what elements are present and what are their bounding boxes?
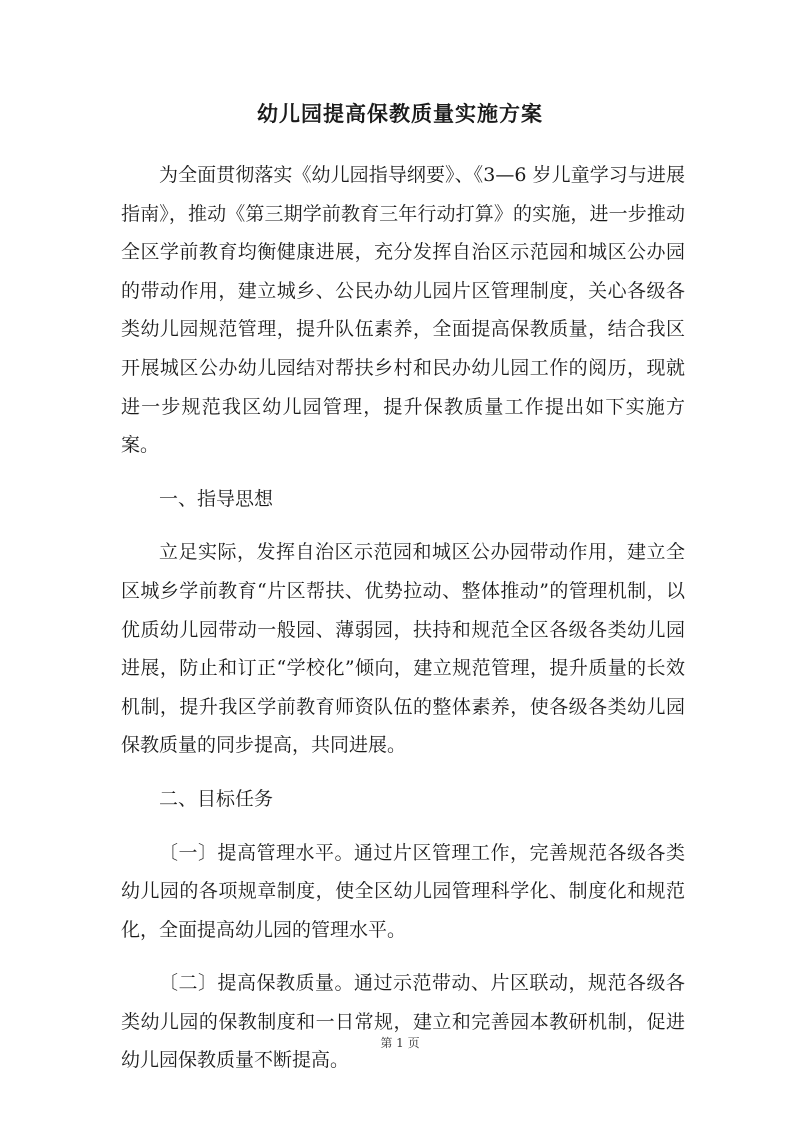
paragraph-goal-quality: 〔二〕提高保教质量。通过示范带动、片区联动，规范各级各类幼儿园的保教制度和一日常规，建立和完善园本教研机制，促进幼儿园保教质量不断提高。 (121, 972, 685, 1072)
section-heading-guiding-thought: 一、指导思想 (159, 487, 274, 510)
document-title: 幼儿园提高保教质量实施方案 (257, 101, 543, 126)
page-number: 第 1 页 (380, 1036, 420, 1050)
section-heading-goals: 二、目标任务 (159, 787, 274, 810)
paragraph-goal-management: 〔一〕提高管理水平。通过片区管理工作，完善规范各级各类幼儿园的各项规章制度，使全区幼儿园管理科学化、制度化和规范化，全面提高幼儿园的管理水平。 (121, 841, 685, 941)
paragraph-intro: 为全面贯彻落实《幼儿园指导纲要》、《3—6 岁儿童学习与进展指南》，推动《第三期学前教育三年行动打算》的实施，进一步推动全区学前教育均衡健康进展，充分发挥自治区示范园和城区公办园的带动作用，建立城乡、公民办幼儿园片区管理制度，关心各级各类幼儿园规范管理，提升队伍素养，全面提高保教质量，结合我区开展城区公办幼儿园结对帮扶乡村和民办幼儿园工作的阅历，现就进一步规范我区幼儿园管理，提升保教质量工作提出如下实施方案。 (121, 164, 685, 457)
paragraph-guiding-thought: 立足实际，发挥自治区示范园和城区公办园带动作用，建立全区城乡学前教育“片区帮扶、优势拉动、整体推动”的管理机制，以优质幼儿园带动一般园、薄弱园，扶持和规范全区各级各类幼儿园进展，防止和订正“学校化”倾向，建立规范管理，提升质量的长效机制，提升我区学前教育师资队伍的整体素养，使各级各类幼儿园保教质量的同步提高，共同进展。 (121, 541, 685, 757)
document-body (121, 156, 685, 1095)
